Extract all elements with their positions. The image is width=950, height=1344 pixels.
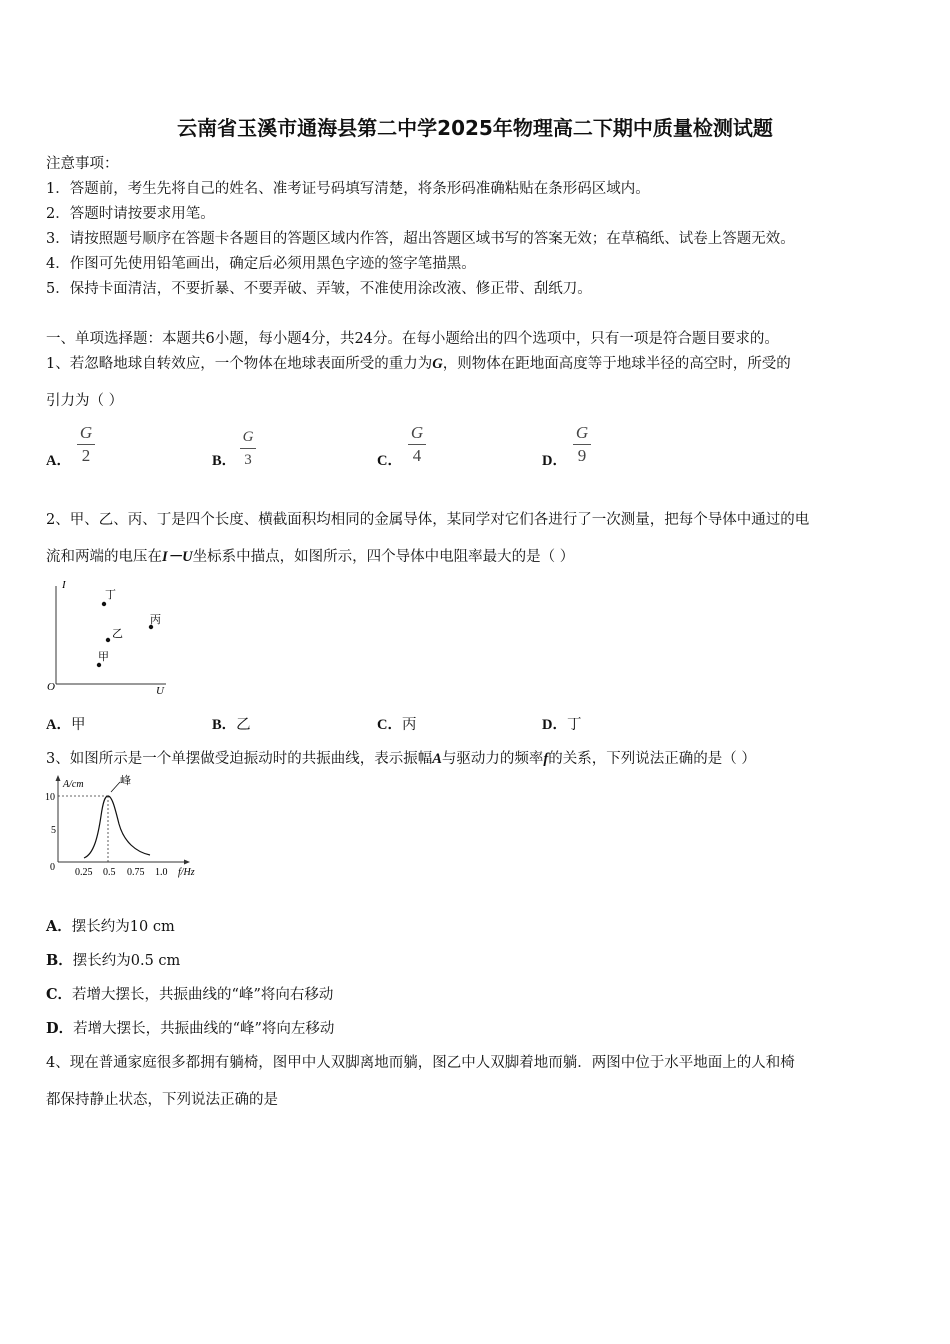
page-title: 云南省玉溪市通海县第二中学2025年物理高二下期中质量检测试题 [177, 116, 773, 140]
chart-peak-label: 峰 [120, 775, 131, 787]
chart-y-arrow [56, 775, 61, 781]
question-2-text: 2、甲、乙、丙、丁是四个长度、横截面积均相同的金属导体，某同学对它们各进行了一次测量，把每个导体中通过的电 [46, 512, 810, 528]
chart-xtick-10: 1.0 [155, 867, 168, 878]
point-label-bing: 丙 [150, 614, 161, 626]
point-jia [97, 663, 101, 667]
question-4-text: 4、现在普通家庭很多都拥有躺椅，图甲中人双脚离地而躺，图乙中人双脚着地而躺．两图中位于水平地面上的人和椅 [46, 1055, 795, 1071]
q3-option-d[interactable]: D．若增大摆长，共振曲线的“峰”将向左移动 [46, 1020, 335, 1037]
notice-item: 4．作图可先使用铅笔画出，确定后必须用黑色字迹的签字笔描黑。 [46, 256, 476, 272]
notice-item: 2．答题时请按要求用笔。 [46, 206, 215, 222]
point-label-ding: 丁 [105, 589, 116, 601]
question-1-text-line2: 引力为（ ） [46, 393, 124, 409]
origin-label: O [47, 681, 55, 693]
notice-item: 1．答题前，考生先将自己的姓名、准考证号码填写清楚，将条形码准确粘贴在条形码区域内。 [46, 181, 650, 197]
notice-heading: 注意事项： [46, 156, 119, 172]
q2-option-a[interactable]: A．甲 [46, 717, 86, 733]
question-4-text-line2: 都保持静止状态，下列说法正确的是 [46, 1092, 278, 1108]
notice-item: 5．保持卡面清洁，不要折暴、不要弄破、弄皱，不准使用涂改液、修正带、刮纸刀。 [46, 281, 592, 297]
x-axis-label: U [156, 685, 164, 697]
q2-option-c[interactable]: C．丙 [377, 717, 417, 733]
q3-option-a[interactable]: A．摆长约为10 cm [46, 918, 175, 935]
point-yi [106, 638, 110, 642]
q2-option-b[interactable]: B．乙 [212, 717, 251, 733]
point-label-yi: 乙 [112, 628, 123, 640]
chart-xlabel: f/Hz [178, 867, 195, 878]
chart-ylabel: A/cm [63, 779, 84, 790]
q2-option-d[interactable]: D．丁 [542, 717, 582, 733]
question-3-text: 3、如图所示是一个单摆做受迫振动时的共振曲线，表示振幅A与驱动力的频率f的关系，下列说法正确的是（ ） [46, 751, 756, 767]
iu-graph [44, 576, 174, 698]
chart-origin: 0 [50, 862, 55, 873]
notice-item: 3．请按照题号顺序在答题卡各题目的答题区域内作答，超出答题区域书写的答案无效；在草稿纸、试卷上答题无效。 [46, 231, 795, 247]
chart-xtick-025: 0.25 [75, 867, 93, 878]
chart-ytick-5: 5 [51, 825, 56, 836]
point-label-jia: 甲 [98, 651, 109, 663]
question-1-text: 1、若忽略地球自转效应，一个物体在地球表面所受的重力为G，则物体在距地面高度等于地球半径的高空时，所受的 [46, 356, 791, 372]
q3-option-b[interactable]: B．摆长约为0.5 cm [46, 952, 181, 969]
question-2-text-line2: 流和两端的电压在I－U坐标系中描点，如图所示，四个导体中电阻率最大的是（ ） [46, 549, 575, 565]
resonance-curve-chart [44, 772, 204, 880]
resonance-curve [84, 796, 150, 858]
exam-page: 云南省玉溪市通海县第二中学2025年物理高二下期中质量检测试题 注意事项： 1．答题前，考生先将自己的姓名、准考证号码填写清楚，将条形码准确粘贴在条形码区域内。 2．答题时请按要求用笔。 3．请按照题号顺序在答题卡各题目的答题区域内作答，超出答题区域书写的答案无效；在草稿纸、试卷上答题无效。 4．作图可先使用铅笔画出，确定后必须用黑色字迹的签字笔描黑。 5．保持卡面清洁，不要折暴、不要弄破、弄皱，不准使用涂改液、修正带、刮纸刀。 一、单项选择题：本题共6小题，每小题4分，共24分。在每小题给出的四个选项中，只有一项是符合题目要求的。 1、若忽略地球自转效应，一个物体在地球表面所受的重力为G，则物体在距地面高度等于地球半径的高空时，所受的 引力为（ ） A． G 2 B． G 3 C． G 4 D． G 9 2、甲、乙、丙、丁是四个长度、横截面积均相同的金属导体，某同学对它们各进行了一次测量，把每个导体中通过的电 流和两端的电压在I－U坐标系中描点，如图所示，四个导体中电阻率最大的是（ ） I U O 丁 乙 丙 甲 A．甲 B．乙 C．丙 D．丁 3、如图所示是一个单摆做受迫振动时的共振曲线，表示振幅A与驱动力的频率f的关系，下列说法正确的是（ ） A/cm f/Hz 0 10 5 0.25 0.5 0.75 1.0 峰 A．摆长约为10 cm B．摆长约为0.5 cm C．若增大摆长，共振曲线的“峰”将向右移动 D．若增大摆长，共振曲线的“峰”将向左移动 4、现在普通家庭很多都拥有躺椅，图甲中人双脚离地而躺，图乙中人双脚着地而躺．两图中位于水平地面上的人和椅 都保持静止状态，下列说法正确的是 [0, 0, 950, 1344]
point-ding [102, 602, 106, 606]
chart-xtick-05: 0.5 [103, 867, 116, 878]
section-heading: 一、单项选择题：本题共6小题，每小题4分，共24分。在每小题给出的四个选项中，只有一项是符合题目要求的。 [46, 331, 779, 347]
chart-ytick-10: 10 [45, 792, 55, 803]
chart-xtick-075: 0.75 [127, 867, 145, 878]
chart-peak-pointer [111, 782, 120, 792]
y-axis-label: I [62, 579, 66, 591]
chart-x-arrow [184, 860, 190, 865]
q3-option-c[interactable]: C．若增大摆长，共振曲线的“峰”将向右移动 [46, 986, 334, 1003]
